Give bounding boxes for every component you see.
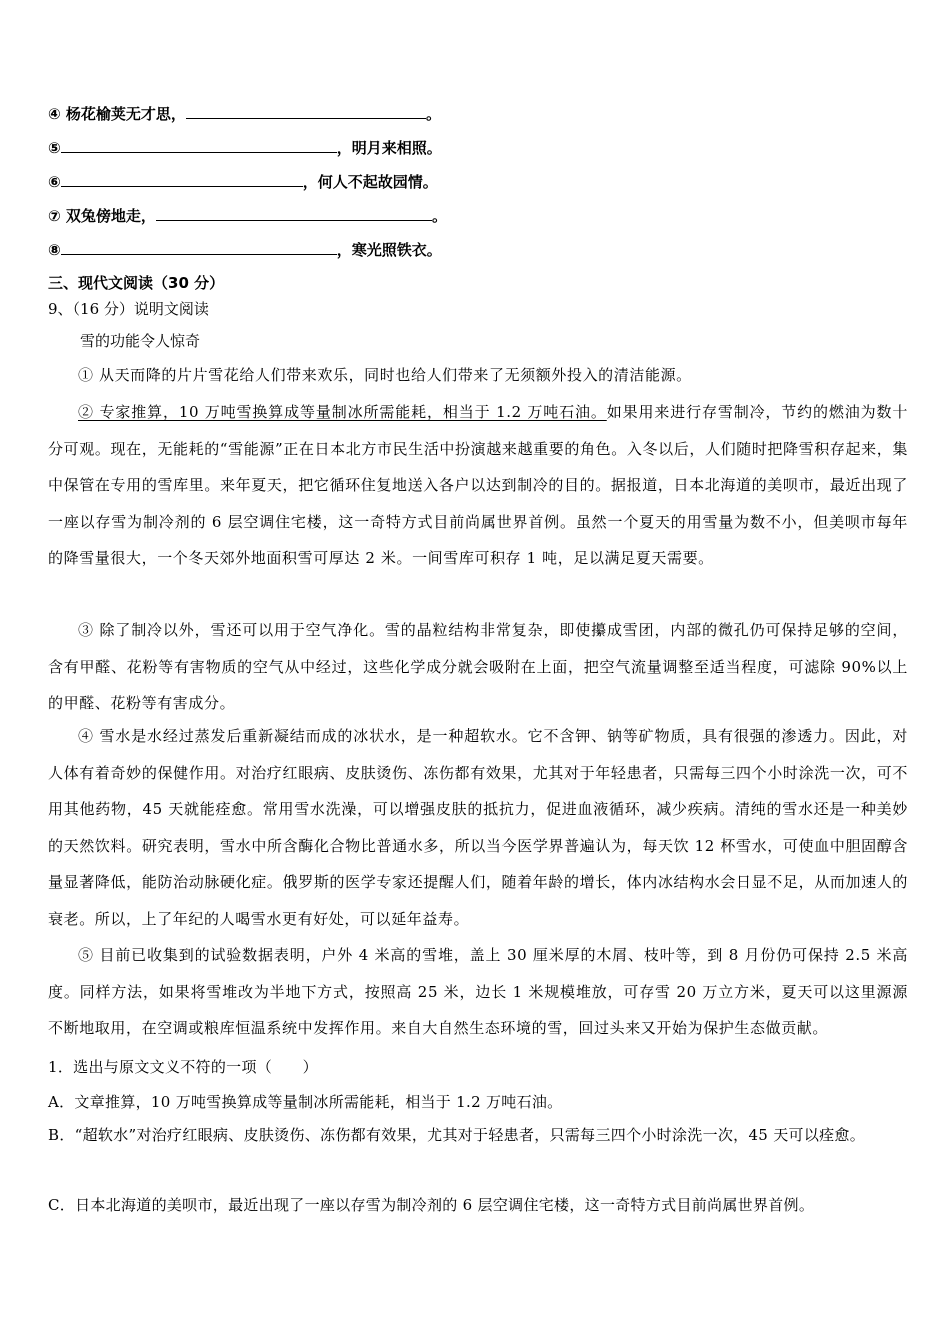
paragraph-4: ④ 雪水是水经过蒸发后重新凝结而成的冰状水，是一种超软水。它不含钾、钠等矿物质，具有很强的渗透力。因此，对人体有着奇妙的保健作用。对治疗红眼病、皮肤烫伤、冻伤都有效果，尤其对于年轻患者，只需每三四个小时涂洗一次，可不用其他药物，45 天就能痊愈。常用雪水洗澡，可以增强皮肤的抵抗力，促进血液循环，减少疾病。清纯的雪水还是一种美妙的天然饮料。研究表明，雪水中所含酶化合物比普通水多，所以当今医学界普遍认为，每天饮 12 杯雪水，可使血中胆固醇含量显著降低，能防治动脉硬化症。俄罗斯的医学专家还提醒人们，随着年龄的增长，体内冰结构水会日显不足，从而加速人的衰老。所以，上了年纪的人喝雪水更有好处，可以延年益寿。 [48,727,908,928]
question-1-stem: 1．选出与原文文义不符的一项（ ） [48,1058,318,1076]
option-a[interactable]: A．文章推算，10 万吨雪换算成等量制冰所需能耗，相当于 1.2 万吨石油。 [48,1093,563,1111]
poem-line-8 [48,239,442,260]
poem-line-4-suffix: 。 [425,105,441,123]
option-c[interactable]: C．日本北海道的美呗市，最近出现了一座以存雪为制冷剂的 6 层空调住宅楼，这一奇特方式目前尚属世界首例。 [48,1196,815,1214]
poem-line-7 [48,205,447,226]
poem-blank-6[interactable] [61,171,303,187]
poem-line-5-suffix: ，明月来相照。 [336,139,442,157]
paragraph-3: ③ 除了制冷以外，雪还可以用于空气净化。雪的晶粒结构非常复杂，即使攥成雪团，内部的微孔仍可保持足够的空间，含有甲醛、花粉等有害物质的空气从中经过，这些化学成分就会吸附在上面，把空气流量调整至适当程度，可滤除 90%以上的甲醛、花粉等有害成分。 [48,621,908,712]
poem-line-7-prefix: ⑦ 双兔傍地走， [48,207,156,225]
article-title: 雪的功能令人惊奇 [80,332,201,350]
option-b[interactable]: B．“超软水”对治疗红眼病、皮肤烫伤、冻伤都有效果，尤其对于轻患者，只需每三四个小时涂洗一次，45 天可以痊愈。 [48,1126,866,1144]
poem-line-5 [48,137,442,158]
paragraph-5: ⑤ 目前已收集到的试验数据表明，户外 4 米高的雪堆，盖上 30 厘米厚的木屑、枝叶等，到 8 月份仍可保持 2.5 米高度。同样方法，如果将雪堆改为半地下方式，按照高 25 米，边长 1 米规模堆放，可存雪 20 万立方米，夏天可以这里源源不断地取用，在空调或粮库恒温系统中发挥作用。来自大自然生态环境的雪，回过头来又开始为保护生态做贡献。 [48,946,908,1037]
poem-line-4-prefix: ④ 杨花榆荚无才思， [48,105,186,123]
poem-blank-5[interactable] [61,137,337,153]
poem-blank-4[interactable] [186,103,426,119]
poem-line-7-suffix: 。 [431,207,447,225]
paragraph-1: ① 从天而降的片片雪花给人们带来欢乐，同时也给人们带来了无须额外投入的清洁能源。 [78,366,692,384]
poem-line-6 [48,171,438,192]
poem-line-6-suffix: ，何人不起故园情。 [302,173,438,191]
poem-line-6-prefix: ⑥ [48,173,61,191]
paragraph-2 [48,394,908,577]
poem-blank-8[interactable] [61,239,337,255]
poem-blank-7[interactable] [156,205,432,221]
section-title: 三、现代文阅读（30 分） [48,274,225,292]
poem-line-8-prefix: ⑧ [48,241,61,259]
poem-line-4 [48,103,441,124]
question-header: 9、（16 分）说明文阅读 [48,300,209,318]
paragraph-2-underlined: ② 专家推算，10 万吨雪换算成等量制冰所需能耗，相当于 1.2 万吨石油。 [78,403,607,421]
poem-line-5-prefix: ⑤ [48,139,61,157]
paragraph-2-rest: 如果用来进行存雪制冷，节约的燃油为数十分可观。现在，无能耗的“雪能源”正在日本北方市民生活中扮演越来越重要的角色。入冬以后，人们随时把降雪积存起来，集中保管在专用的雪库里。来年夏天，把它循环住复地送入各户以达到制冷的目的。据报道，日本北海道的美呗市，最近出现了一座以存雪为制冷剂的 6 层空调住宅楼，这一奇特方式目前尚属世界首例。虽然一个夏天的用雪量为数不小，但美呗市每年的降雪量很大，一个冬天郊外地面积雪可厚达 2 米。一间雪库可积存 1 吨，足以满足夏天需要。 [48,403,908,567]
poem-line-8-suffix: ，寒光照铁衣。 [336,241,442,259]
